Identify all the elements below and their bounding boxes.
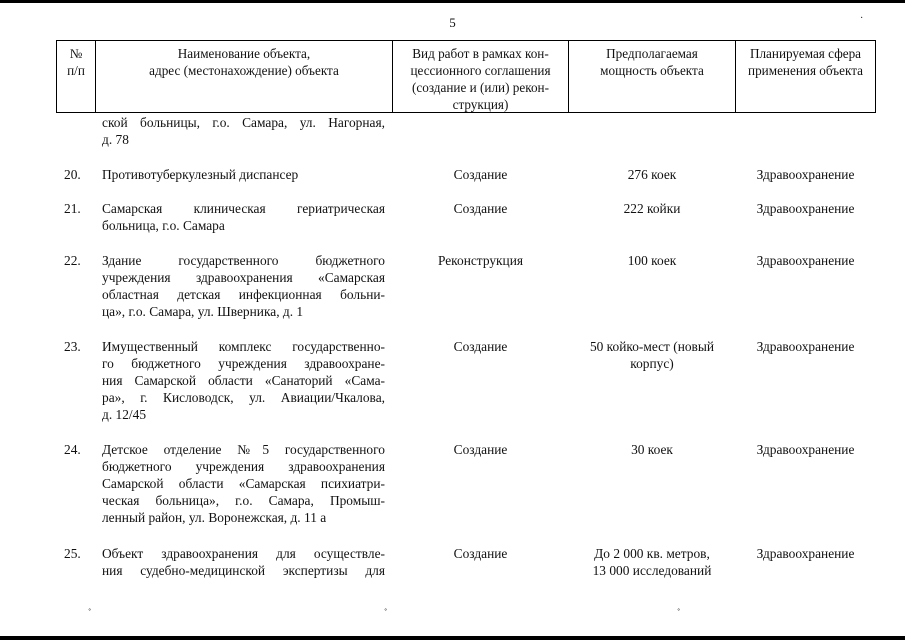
row-number: 22. <box>64 253 81 268</box>
work-type: Реконструкция <box>437 253 524 268</box>
row-number: 23. <box>64 339 81 354</box>
object-name: Здание государственного бюджетного учреждения здравоохранения «Самарская областная детская инфекционная больни- ца», г.о. Самара, ул. Шверника, д. 1 <box>102 253 385 319</box>
object-name: Самарская клиническая гериатрическая больница, г.о. Самара <box>102 201 385 233</box>
scan-top-border <box>0 0 905 3</box>
sphere: Здравоохранение <box>756 546 855 561</box>
header-capacity: Предполагаемая мощность объекта <box>600 46 704 78</box>
sphere: Здравоохранение <box>756 442 855 457</box>
object-name: Имущественный комплекс государственно- го бюджетного учреждения здравоохране- ния Самарской области «Санаторий «Сама- ра», г. Кисловодск, ул. Авиации/Чкалова, д. 12/45 <box>102 339 385 422</box>
object-name: Детское отделение №5 государственного бюджетного учреждения здравоохранения Самарской области «Самарская психиатри- ческая больница», г.о. Самара, Промыш- ленный район, ул. Воронежская, д. 11 а <box>102 442 385 525</box>
header-num: № п/п <box>67 46 85 78</box>
row-number: 24. <box>64 442 81 457</box>
sphere: Здравоохранение <box>756 339 855 354</box>
capacity: До 2 000 кв. метров, 13 000 исследований <box>592 546 712 578</box>
scan-speck: ˚ <box>88 608 92 619</box>
work-type: Создание <box>453 546 508 561</box>
sphere: Здравоохранение <box>756 167 855 182</box>
capacity: 222 койки <box>623 201 681 216</box>
header-sphere: Планируемая сфера применения объекта <box>748 46 863 78</box>
capacity: 276 коек <box>627 167 677 182</box>
capacity: 50 койко-мест (новый корпус) <box>589 339 715 371</box>
object-name: Противотуберкулезный диспансер <box>102 167 299 182</box>
work-type: Создание <box>453 339 508 354</box>
capacity: 100 коек <box>627 253 677 268</box>
row-number: 21. <box>64 201 81 216</box>
header-name: Наименование объекта, адрес (местонахождение) объекта <box>149 46 339 78</box>
scan-bottom-border <box>0 636 905 640</box>
work-type: Создание <box>453 201 508 216</box>
capacity: 30 коек <box>631 442 673 457</box>
row-number: 25. <box>64 546 81 561</box>
scan-speck: ˚ <box>384 608 388 619</box>
scan-speck: · <box>860 13 864 24</box>
row-number: 20. <box>64 167 81 182</box>
scan-speck: ˚ <box>677 608 681 619</box>
sphere: Здравоохранение <box>756 253 855 268</box>
continuation-text: ской больницы, г.о. Самара, ул. Нагорная, д. 78 <box>102 115 385 147</box>
sphere: Здравоохранение <box>756 201 855 216</box>
header-work-type: Вид работ в рамках кон- цессионного соглашения (создание и (или) рекон- струкция) <box>410 46 551 112</box>
object-name: Объект здравоохранения для осуществле- ния судебно-медицинской экспертизы для <box>102 546 385 578</box>
page-number: 5 <box>449 15 456 30</box>
work-type: Создание <box>453 442 508 457</box>
work-type: Создание <box>453 167 508 182</box>
